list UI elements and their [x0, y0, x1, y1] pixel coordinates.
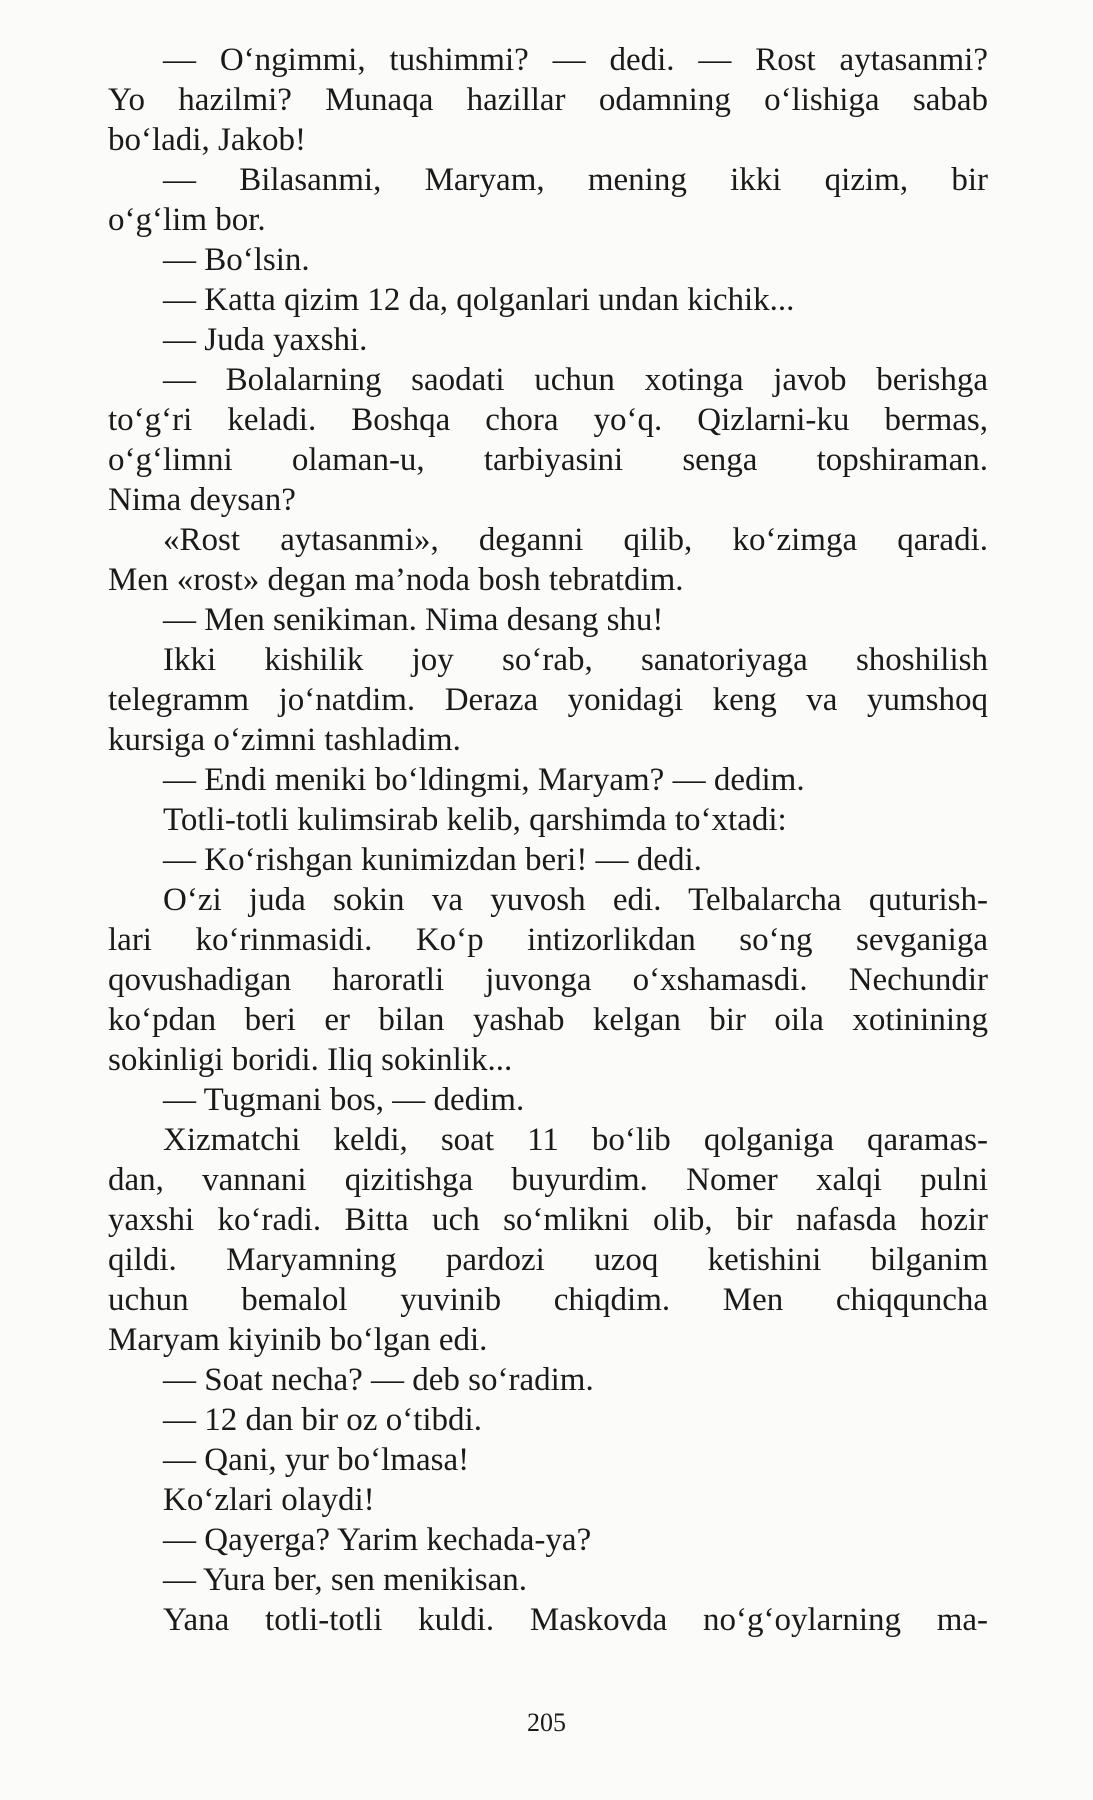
text-line: o‘g‘lim bor.: [108, 202, 266, 238]
text-line: — Qani, yur bo‘lmasa!: [163, 1442, 470, 1478]
text-line: — Endi meniki bo‘ldingmi, Maryam? — dedim.: [163, 762, 805, 798]
body-text: [108, 40, 988, 1640]
text-line: kursiga o‘zimni tashladim.: [108, 722, 461, 758]
text-line: o‘g‘limni olaman-u, tarbiyasini senga topshiraman.: [108, 442, 988, 478]
text-line: — Bolalarning saodati uchun xotinga javob berishga: [163, 362, 988, 398]
text-line: — 12 dan bir oz o‘tibdi.: [163, 1402, 482, 1438]
text-line: — Qayerga? Yarim kechada-ya?: [163, 1522, 592, 1558]
text-line: — Katta qizim 12 da, qolganlari undan kichik...: [163, 282, 795, 318]
page-number: 205: [527, 1708, 566, 1737]
text-line: «Rost aytasanmi», deganni qilib, ko‘zimga qaradi.: [163, 522, 988, 558]
text-line: uchun bemalol yuvinib chiqdim. Men chiqquncha: [108, 1282, 988, 1318]
text-line: Xizmatchi keldi, soat 11 bo‘lib qolganiga qaramas-: [163, 1122, 988, 1158]
text-line: — Soat necha? — deb so‘radim.: [163, 1362, 594, 1398]
text-line: to‘g‘ri keladi. Boshqa chora yo‘q. Qizlarni-ku bermas,: [108, 402, 988, 438]
text-line: — Bilasanmi, Maryam, mening ikki qizim, bir: [163, 162, 988, 198]
text-line: Maryam kiyinib bo‘lgan edi.: [108, 1322, 488, 1358]
text-line: — Juda yaxshi.: [163, 322, 368, 358]
text-line: dan, vannani qizitishga buyurdim. Nomer xalqi pulni: [108, 1162, 988, 1198]
text-line: Nima deysan?: [108, 482, 296, 518]
text-line: telegramm jo‘natdim. Deraza yonidagi keng va yumshoq: [108, 682, 988, 718]
text-line: — Yura ber, sen menikisan.: [163, 1562, 528, 1598]
text-line: Men «rost» degan ma’noda bosh tebratdim.: [108, 562, 684, 598]
text-line: — Bo‘lsin.: [163, 242, 310, 278]
text-line: sokinligi boridi. Iliq sokinlik...: [108, 1042, 513, 1078]
text-line: Ko‘zlari olaydi!: [163, 1482, 375, 1518]
text-line: Yo hazilmi? Munaqa hazillar odamning o‘lishiga sabab: [108, 82, 988, 118]
text-line: bo‘ladi, Jakob!: [108, 122, 306, 158]
text-line: — O‘ngimmi, tushimmi? — dedi. — Rost aytasanmi?: [163, 42, 988, 78]
text-line: Ikki kishilik joy so‘rab, sanatoriyaga shoshilish: [163, 642, 988, 678]
text-line: O‘zi juda sokin va yuvosh edi. Telbalarcha quturish-: [163, 882, 988, 918]
text-line: lari ko‘rinmasidi. Ko‘p intizorlikdan so‘ng sevganiga: [108, 922, 988, 958]
text-line: — Men senikiman. Nima desang shu!: [163, 602, 664, 638]
text-line: yaxshi ko‘radi. Bitta uch so‘mlikni olib, bir nafasda hozir: [108, 1202, 988, 1238]
text-line: Totli-totli kulimsirab kelib, qarshimda to‘xtadi:: [163, 802, 787, 838]
text-line: — Tugmani bos, — dedim.: [163, 1082, 525, 1118]
text-line: Yana totli-totli kuldi. Maskovda no‘g‘oylarning ma-: [163, 1602, 988, 1638]
text-line: qildi. Maryamning pardozi uzoq ketishini bilganim: [108, 1242, 988, 1278]
text-line: qovushadigan haroratli juvonga o‘xshamasdi. Nechundir: [108, 962, 988, 998]
text-line: ko‘pdan beri er bilan yashab kelgan bir oila xotinining: [108, 1002, 988, 1038]
text-line: — Ko‘rishgan kunimizdan beri! — dedi.: [163, 842, 702, 878]
